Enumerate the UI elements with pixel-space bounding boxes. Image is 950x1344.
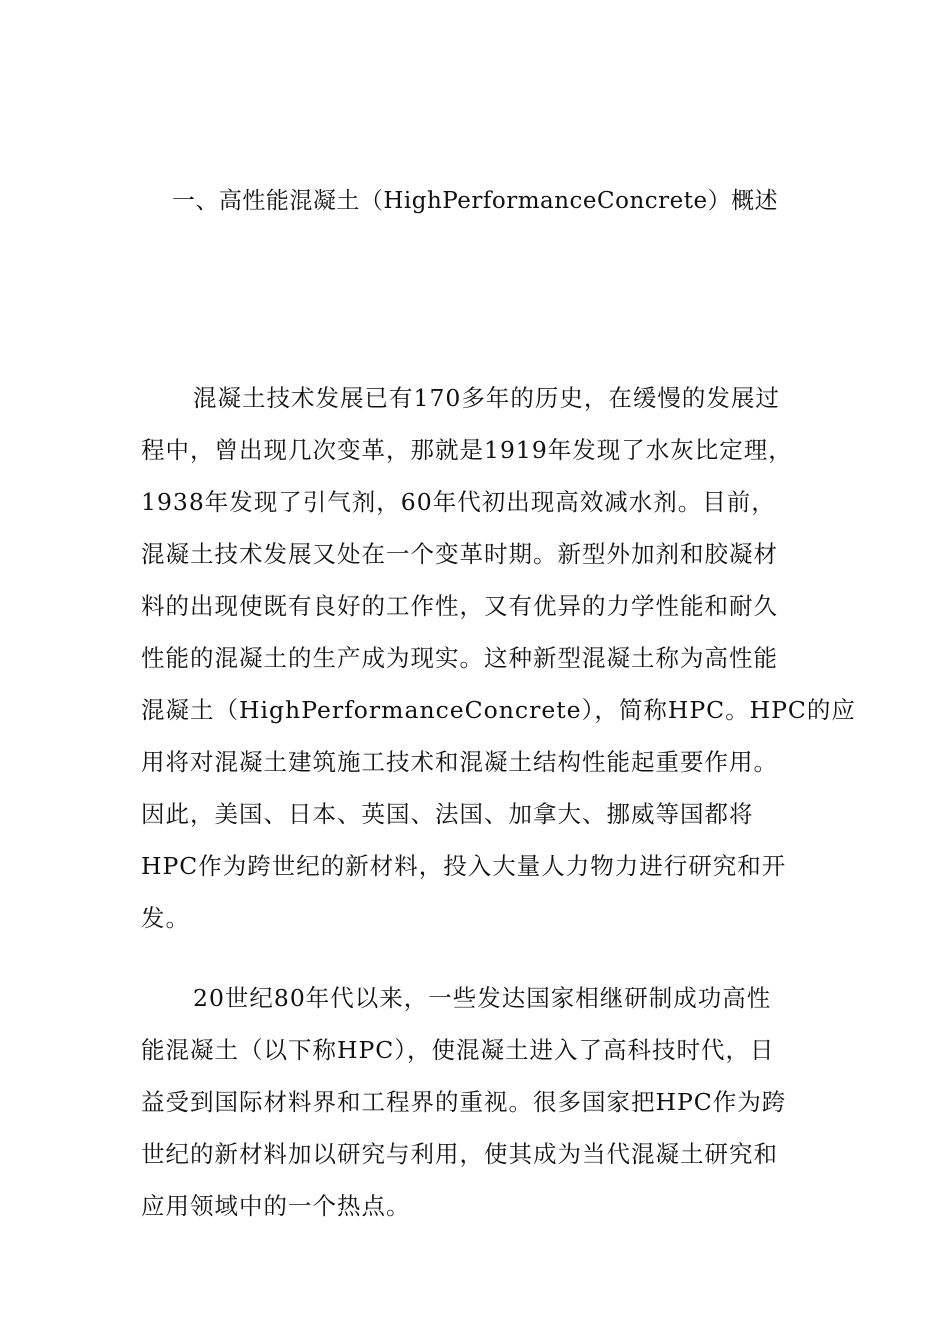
text-line: 1938年发现了引气剂，60年代初出现高效减水剂。目前， xyxy=(141,488,776,516)
text-line: 混凝土技术发展已有170多年的历史，在缓慢的发展过 xyxy=(193,384,780,412)
paragraph-history xyxy=(141,372,856,944)
text-line: HPC作为跨世纪的新材料，投入大量人力物力进行研究和开 xyxy=(141,852,787,880)
text-line: 世纪的新材料加以研究与利用，使其成为当代混凝土研究和 xyxy=(141,1140,778,1168)
paragraph-hpc-development xyxy=(141,972,821,1232)
text-line: 用将对混凝土建筑施工技术和混凝土结构性能起重要作用。 xyxy=(141,748,778,776)
section-heading: 一、高性能混凝土（HighPerformanceConcrete）概述 xyxy=(171,188,779,214)
text-line: 益受到国际材料界和工程界的重视。很多国家把HPC作为跨 xyxy=(141,1088,787,1116)
text-line: 性能的混凝土的生产成为现实。这种新型混凝土称为高性能 xyxy=(141,644,778,672)
text-line: 发。 xyxy=(141,904,190,932)
text-line: 混凝土（HighPerformanceConcrete），简称HPC。HPC的应 xyxy=(141,696,856,724)
text-line: 20世纪80年代以来，一些发达国家相继研制成功高性 xyxy=(193,984,772,1012)
text-line: 应用领域中的一个热点。 xyxy=(141,1192,411,1220)
text-line: 混凝土技术发展又处在一个变革时期。新型外加剂和胶凝材 xyxy=(141,540,778,568)
text-line: 能混凝土（以下称HPC），使混凝土进入了高科技时代，日 xyxy=(141,1036,775,1064)
text-line: 因此，美国、日本、英国、法国、加拿大、挪威等国都将 xyxy=(141,800,754,828)
text-line: 料的出现使既有良好的工作性，又有优异的力学性能和耐久 xyxy=(141,592,778,620)
text-line: 程中，曾出现几次变革，那就是1919年发现了水灰比定理， xyxy=(141,436,793,464)
